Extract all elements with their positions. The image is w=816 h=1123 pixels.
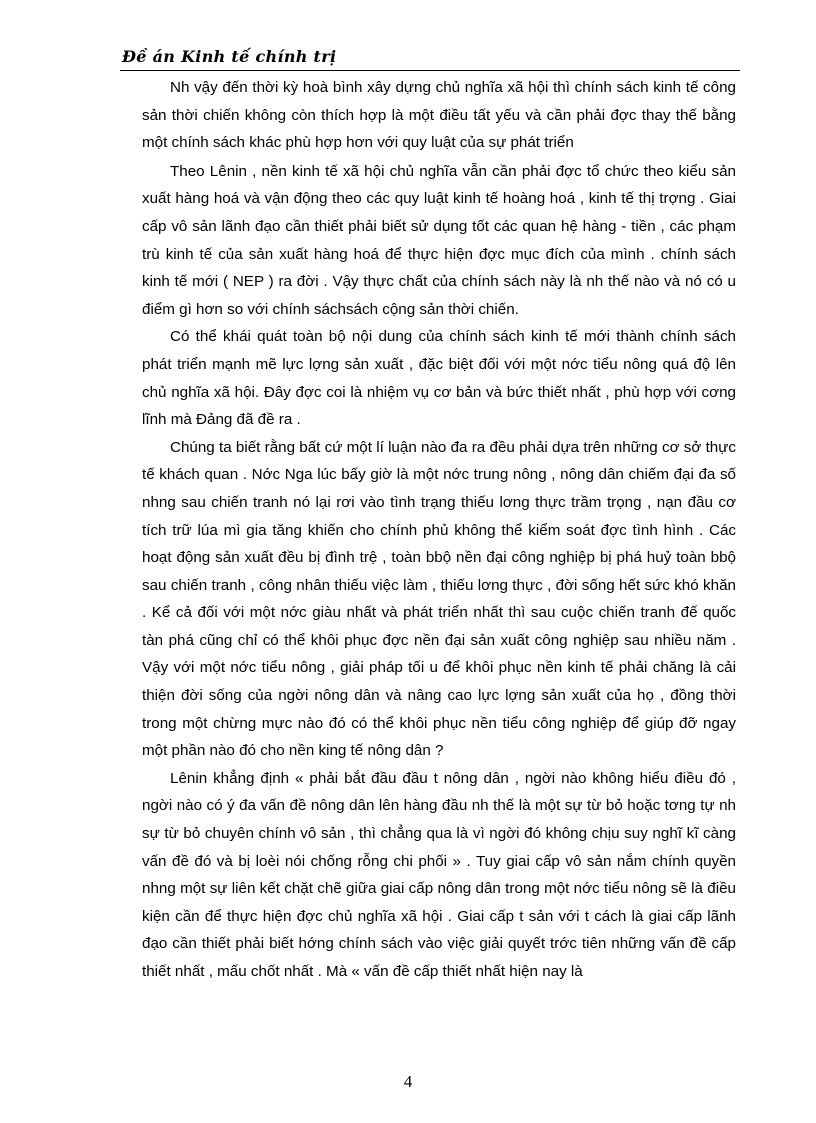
paragraph: Theo Lênin , nền kinh tế xã hội chủ nghĩa vẫn cần phải đợc tổ chức theo kiểu sản xuất hàng hoá và vận động theo các quy luật kinh tế hoàng hoá , kinh tế thị trợng . Giai cấp vô sản lãnh đạo cần thiết phải biết sử dụng tốt các quan hệ hàng - tiền , các phạm trù kinh tế của sản xuất hàng hoá để thực hiện đợc mục đích của mình . chính sách kinh tế mới ( NEP ) ra đời . Vậy thực chất của chính sách này là nh thế nào và nó có u điểm gì hơn so với chính sáchsách cộng sản thời chiến. (142, 162, 736, 318)
page-number: 4 (403, 1072, 413, 1091)
paragraph: Có thể khái quát toàn bộ nội dung của chính sách kinh tế mới thành chính sách phát triển mạnh mẽ lực lợng sản xuất , đặc biệt đối với một nớc tiểu nông quá độ lên chủ nghĩa xã hội. Đây đợc coi là nhiệm vụ cơ bản và bức thiết nhất , phù hợp với cơng lĩnh mà Đảng đã đề ra . (142, 328, 736, 429)
paragraph: Chúng ta biết rằng bất cứ một lí luận nào đa ra đều phải dựa trên những cơ sở thực tế khách quan . Nớc Nga lúc bấy giờ là một nớc trung nông , nông dân chiếm đại đa số nhng sau chiến tranh nó lại rơi vào tình trạng thiếu lơng thực trầm trọng , nạn đầu cơ tích trữ lúa mì gia tăng khiến cho chính phủ không thể kiểm soát đợc tình hình . Các hoạt động sản xuất đều bị đình trệ , toàn bbộ nền đại công nghiệp bị phá huỷ toàn bbộ sau chiến tranh , công nhân thiếu việc làm , thiếu lơng thực , đời sống hết sức khó khăn . Kể cả đối với một nớc giàu nhất và phát triển nhất thì sau cuộc chiến tranh đế quốc tàn phá cũng chỉ có thể khôi phục đợc nền đại sản xuất công nghiệp sau nhiều năm . Vậy với một nớc tiểu nông , giải pháp tối u để khôi phục nền kinh tế phải chăng là cải thiện đời sống của ngời nông dân và nâng cao lực lợng sản xuất của họ , đồng thời trong một chừng mực nào đó có thể khôi phục nền tiểu công nghiệp để giúp đỡ ngay một phần nào đó cho nền king tế nông dân ? (142, 438, 736, 760)
page-header (120, 46, 740, 71)
body-text (142, 74, 736, 986)
header-title: Đề án Kinh tế chính trị (122, 47, 337, 66)
paragraph: Nh vậy đến thời kỳ hoà bình xây dựng chủ nghĩa xã hội thì chính sách kinh tế công sản thời chiến không còn thích hợp là một điều tất yếu và cần phải đợc thay thế bằng một chính sách khác phù hợp hơn với quy luật của sự phát triển (142, 79, 736, 152)
paragraph: Lênin khẳng định « phải bắt đầu đầu t nông dân , ngời nào không hiểu điều đó , ngời nào có ý đa vấn đề nông dân lên hàng đầu nh thế là một sự từ bỏ hoặc tơng tự nh sự từ bỏ chuyên chính vô sản , thì chẳng qua là vì ngời đó không chịu suy nghĩ kĩ càng vấn đề đó và bị loèi nói chống rỗng chi phối » . Tuy giai cấp vô sản nắm chính quyền nhng một sự liên kết chặt chẽ giữa giai cấp nông dân trong một nớc tiểu nông sẽ là điều kiện cần để thực hiện đợc chủ nghĩa xã hội . Giai cấp t sản với t cách là giai cấp lãnh đạo cần thiết phải biết hớng chính sách vào việc giải quyết trớc tiên những vấn đề cấp thiết nhất , mấu chốt nhất . Mà « vấn đề cấp thiết nhất hiện nay là (142, 769, 736, 980)
